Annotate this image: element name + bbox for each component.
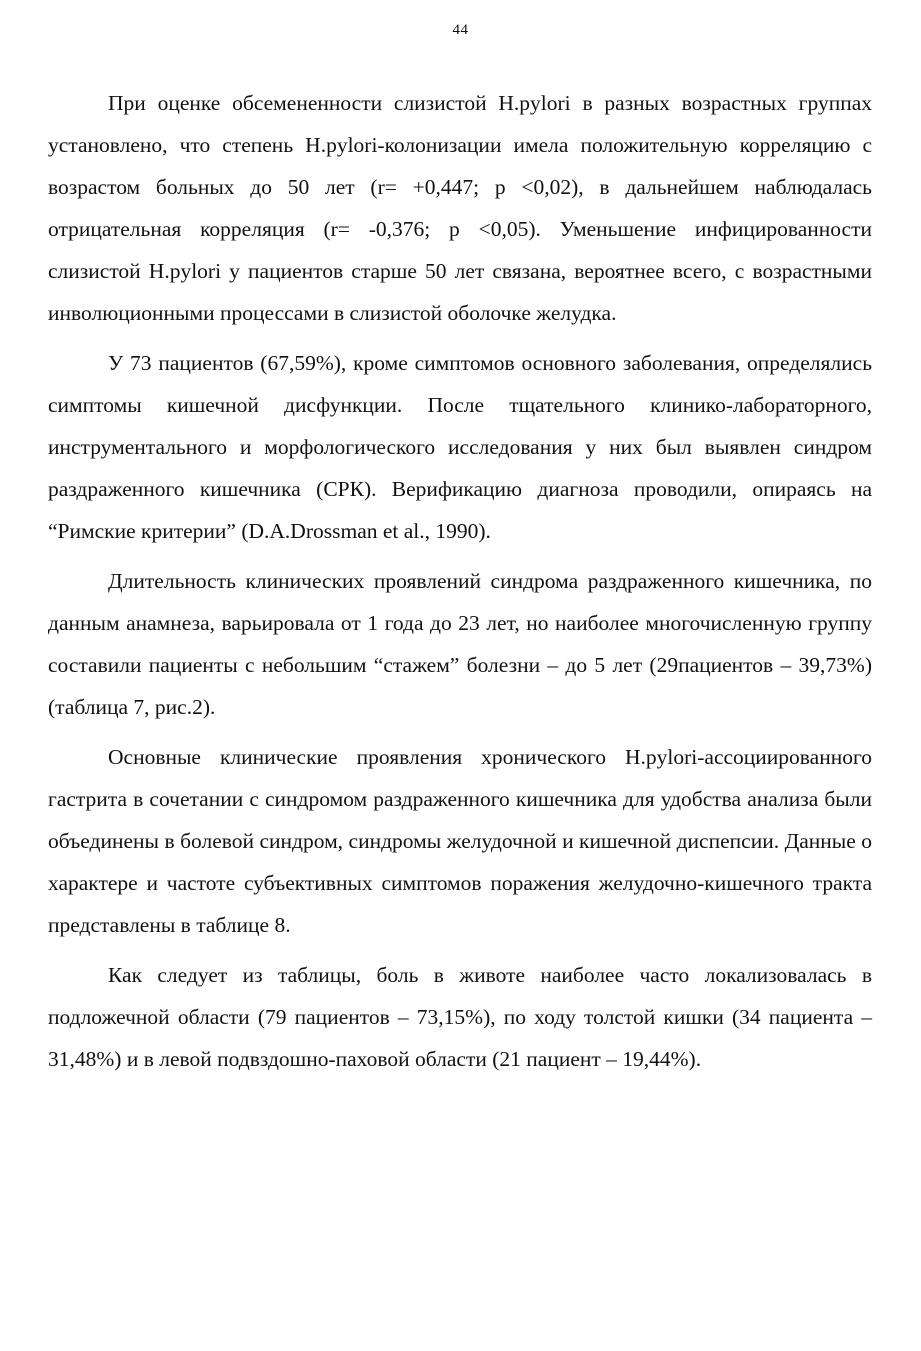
paragraph-ibs-duration: Длительность клинических проявлений синдрома раздраженного кишечника, по данным анамнеза, варьировала от 1 года до 23 лет, но наиболее многочисленную группу составили пациенты с небольшим “стажем” болезни – до 5 лет (29пациентов – 39,73%) (таблица 7, рис.2).: [48, 569, 872, 719]
body-text: [48, 82, 872, 1088]
paragraph-clinical-manifestations: Основные клинические проявления хронического H.pylori-ассоциированного гастрита в сочетании с синдромом раздраженного кишечника для удобства анализа были объединены в болевой синдром, синдромы желудочной и кишечной диспепсии. Данные о характере и частоте субъективных симптомов поражения желудочно-кишечного тракта представлены в таблице 8.: [48, 745, 872, 937]
paragraph-h-pylori-age-correlation: При оценке обсемененности слизистой H.pylori в разных возрастных группах установлено, что степень H.pylori-колонизации имела положительную корреляцию с возрастом больных до 50 лет (r= +0,447; p <0,02), в дальнейшем наблюдалась отрицательная корреляция (r= -0,376; p <0,05). Уменьшение инфицированности слизистой H.pylori у пациентов старше 50 лет связана, вероятнее всего, с возрастными инволюционными процессами в слизистой оболочке желудка.: [48, 91, 872, 325]
page-number: 44: [452, 22, 469, 38]
paragraph-ibs-symptoms: У 73 пациентов (67,59%), кроме симптомов основного заболевания, определялись симптомы кишечной дисфункции. После тщательного клинико-лабораторного, инструментального и морфологического исследования у них был выявлен синдром раздраженного кишечника (СРК). Верификацию диагноза проводили, опираясь на “Римские критерии” (D.A.Drossman et al., 1990).: [48, 351, 872, 543]
paragraph-abdominal-pain-localization: Как следует из таблицы, боль в животе наиболее часто локализовалась в подложечной области (79 пациентов – 73,15%), по ходу толстой кишки (34 пациента – 31,48%) и в левой подвздошно-паховой области (21 пациент – 19,44%).: [48, 963, 872, 1071]
